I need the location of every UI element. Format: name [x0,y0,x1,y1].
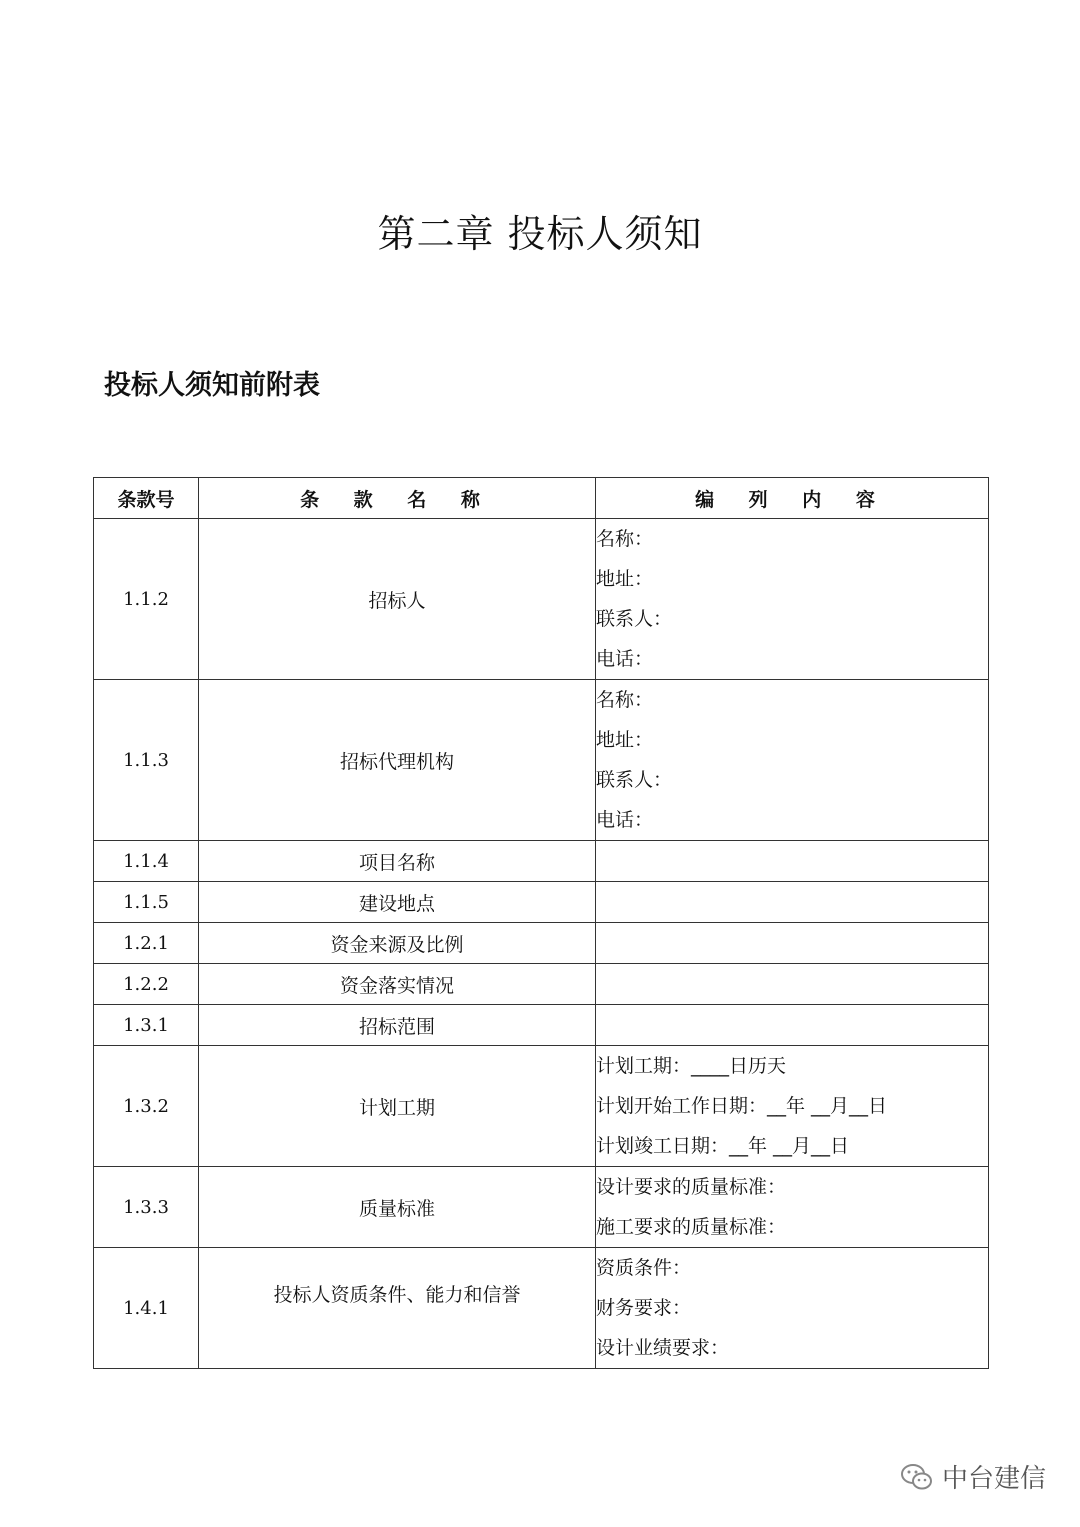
content-line: 联系人： [596,608,673,630]
content-line: 财务要求： [596,1297,692,1319]
clause-number: 1.3.3 [94,1167,199,1248]
header-clause-number: 条款号 [94,478,199,519]
table-row [94,519,989,680]
clause-number: 1.2.2 [94,964,199,1005]
clause-number: 1.1.4 [94,841,199,882]
clause-content [596,964,989,1005]
clause-number: 1.3.1 [94,1005,199,1046]
clause-name: 投标人资质条件、能力和信誉 [199,1248,596,1369]
table-row [94,680,989,841]
content-line: 设计要求的质量标准： [596,1176,787,1198]
clause-name: 质量标准 [199,1167,596,1248]
clause-number: 1.2.1 [94,923,199,964]
table-row [94,964,989,1005]
content-line: 地址： [596,568,654,590]
clause-number: 1.3.2 [94,1046,199,1167]
table-row [94,1046,989,1167]
table-row [94,923,989,964]
clause-content [596,1167,989,1248]
table-row [94,1167,989,1248]
content-line: 施工要求的质量标准： [596,1216,787,1238]
clause-name: 建设地点 [199,882,596,923]
clause-content [596,1046,989,1167]
content-line: 名称： [596,689,654,711]
wechat-icon [900,1462,934,1492]
content-line: 电话： [596,648,654,670]
chapter-title: 第二章 投标人须知 [377,212,703,256]
clause-number: 1.1.3 [94,680,199,841]
content-line: 计划竣工日期：__年 __月__日 [596,1135,850,1157]
clause-name: 招标范围 [199,1005,596,1046]
clause-name: 资金来源及比例 [199,923,596,964]
clause-content [596,1248,989,1369]
clause-number: 1.4.1 [94,1248,199,1369]
table-row [94,1248,989,1369]
header-clause-name [199,478,596,519]
table-row [94,1005,989,1046]
clause-name: 招标代理机构 [199,680,596,841]
watermark-text: 中台建信 [941,1464,1046,1494]
clause-name: 项目名称 [199,841,596,882]
clause-content [596,923,989,964]
table-row [94,882,989,923]
clause-number: 1.1.5 [94,882,199,923]
clause-name: 计划工期 [199,1046,596,1167]
content-line: 电话： [596,809,654,831]
clause-content [596,841,989,882]
content-line: 计划工期：____日历天 [596,1055,787,1077]
content-line: 联系人： [596,769,673,791]
content-line: 计划开始工作日期：__年 __月__日 [596,1095,888,1117]
header-clause-name-text: 条 款 名 称 [300,488,494,511]
content-line: 设计业绩要求： [596,1337,730,1359]
clause-number: 1.1.2 [94,519,199,680]
table-row [94,841,989,882]
clause-content [596,882,989,923]
content-line: 资质条件： [596,1257,692,1279]
clause-content [596,519,989,680]
clause-content [596,680,989,841]
watermark [900,1458,1046,1495]
appendix-table [93,477,989,1369]
header-content [596,478,989,519]
table-header-row [94,478,989,519]
header-content-text: 编 列 内 容 [695,488,889,511]
clause-content [596,1005,989,1046]
content-line: 地址： [596,729,654,751]
content-line: 名称： [596,528,654,550]
clause-name: 资金落实情况 [199,964,596,1005]
section-title: 投标人须知前附表 [104,370,320,401]
clause-name: 招标人 [199,519,596,680]
